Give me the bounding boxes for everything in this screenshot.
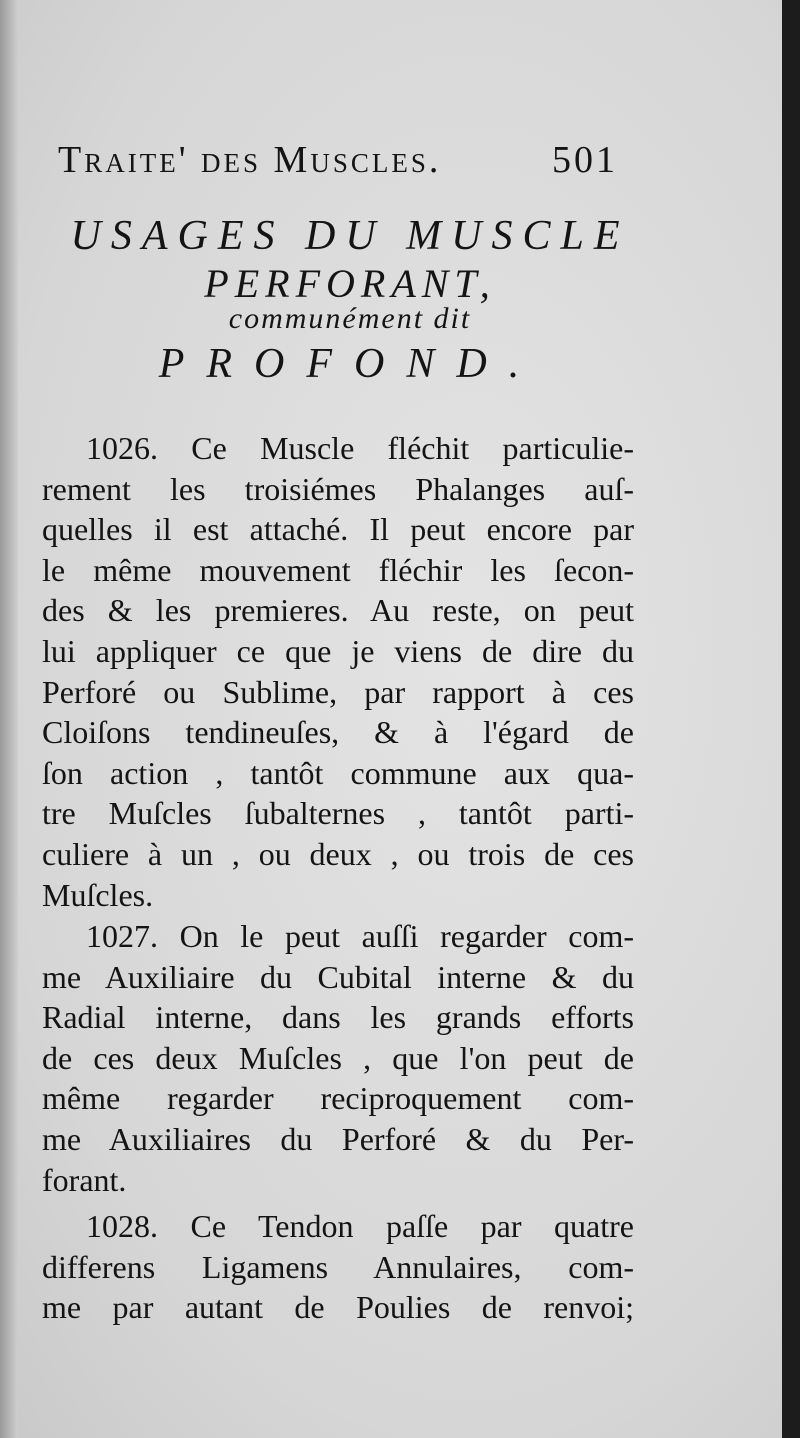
- page-spine-shadow: [0, 0, 18, 1438]
- paragraph-1027: [42, 916, 634, 1200]
- text-line: de ces deux Muſcles , que l'on peut de: [42, 1039, 634, 1076]
- text-line: des & les premieres. Au reste, on peut: [42, 592, 634, 629]
- text-line: Perforé ou Sublime, par rapport à ces: [42, 673, 634, 710]
- text-line: me Auxiliaires du Perforé & du Per-: [42, 1120, 634, 1157]
- paragraph-1028: [42, 1206, 634, 1328]
- text-line: 1027. On le peut auſſi regarder com-: [86, 918, 634, 954]
- text-line: ſon action , tantôt commune aux qua-: [42, 754, 634, 791]
- page-number: 501: [552, 139, 618, 181]
- section-heading-line-2: PERFORANT,: [204, 261, 496, 306]
- section-heading-line-1: USAGES DU MUSCLE: [70, 213, 630, 259]
- text-line: tre Muſcles ſubalternes , tantôt parti-: [42, 795, 634, 832]
- text-line: me par autant de Poulies de renvoi;: [42, 1289, 634, 1326]
- section-heading-line-3: communément dit: [228, 302, 472, 335]
- text-line: culiere à un , ou deux , ou trois de ces: [42, 835, 634, 872]
- text-line: me Auxiliaire du Cubital interne & du: [42, 958, 634, 995]
- running-header: [58, 132, 618, 192]
- text-line: rement les troisiémes Phalanges auſ-: [42, 470, 634, 507]
- paragraph-1026: [42, 428, 634, 915]
- text-line: lui appliquer ce que je viens de dire du: [42, 632, 634, 669]
- text-line: Radial interne, dans les grands efforts: [42, 999, 634, 1036]
- section-heading-line-4: PROFOND.: [158, 341, 542, 387]
- running-title: Traite' des Muscles.: [58, 139, 442, 181]
- text-line: 1026. Ce Muscle fléchit particulie-: [86, 430, 634, 466]
- text-line: 1028. Ce Tendon paſſe par quatre: [86, 1208, 634, 1244]
- text-line: Muſcles.: [42, 876, 154, 913]
- text-line: Cloiſons tendineuſes, & à l'égard de: [42, 714, 634, 751]
- text-line: quelles il est attaché. Il peut encore par: [42, 511, 634, 548]
- text-line: même regarder reciproquement com-: [42, 1080, 634, 1117]
- text-line: differens Ligamens Annulaires, com-: [42, 1248, 634, 1285]
- text-line: forant.: [42, 1161, 127, 1198]
- text-line: le même mouvement fléchir les ſecon-: [42, 551, 634, 588]
